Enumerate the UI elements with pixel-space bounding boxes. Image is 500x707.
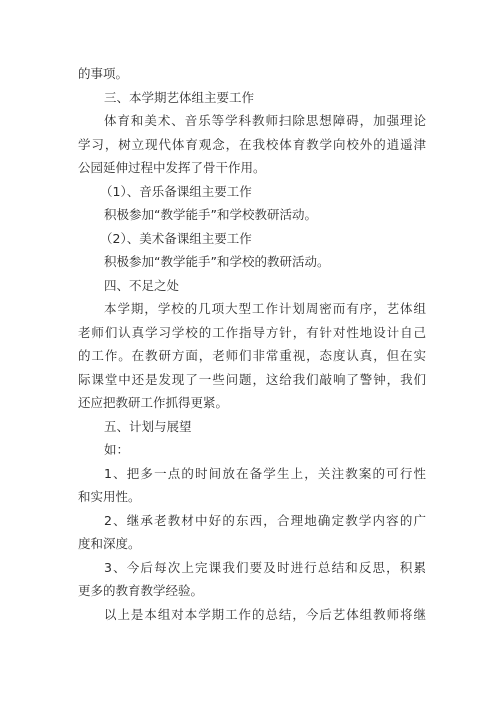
text-line: 的事项。 bbox=[78, 66, 129, 81]
paragraph-line: 积极参加“教学能手”和学校的教研活动。 bbox=[104, 254, 330, 269]
paragraph-line: 的工作。在教研方面，老师们非常重视，态度认真，但在实 bbox=[78, 348, 426, 363]
paragraph-line: 公园延伸过程中发挥了骨干作用。 bbox=[78, 160, 266, 175]
paragraph-line: 学习，树立现代体育观念，在我校体育教学向校外的逍遥津 bbox=[78, 136, 426, 152]
paragraph-line: 际课堂中还是发现了一些问题，这给我们敲响了警钟，我们 bbox=[78, 371, 426, 387]
list-item-line: 1、把多一点的时间放在备学生上，关注教案的可行性 bbox=[104, 465, 426, 481]
paragraph-line: 积极参加“教学能手”和学校教研活动。 bbox=[104, 207, 317, 222]
subsection-heading: （1）、音乐备课组主要工作 bbox=[100, 183, 252, 199]
paragraph-line: 如： bbox=[104, 442, 130, 457]
section-heading: 四、不足之处 bbox=[104, 277, 180, 293]
list-item-line: 度和深度。 bbox=[78, 536, 141, 551]
list-item-line: 更多的教育教学经验。 bbox=[78, 583, 204, 598]
section-heading: 五、计划与展望 bbox=[104, 418, 192, 434]
paragraph-line: 体育和美术、音乐等学科教师扫除思想障碍，加强理论 bbox=[104, 113, 426, 128]
list-item-line: 3、今后每次上完课我们要及时进行总结和反思，积累 bbox=[104, 559, 426, 575]
list-item-line: 和实用性。 bbox=[78, 489, 141, 504]
paragraph-line: 老师们认真学习学校的工作指导方针，有针对性地设计自己 bbox=[78, 324, 426, 340]
subsection-heading: （2）、美术备课组主要工作 bbox=[100, 230, 252, 246]
paragraph-line: 本学期，学校的几项大型工作计划周密而有序，艺体组 bbox=[104, 301, 426, 316]
paragraph-line: 以上是本组对本学期工作的总结，今后艺体组教师将继 bbox=[104, 606, 426, 622]
paragraph-line: 还应把教研工作抓得更紧。 bbox=[78, 395, 229, 410]
section-heading: 三、本学期艺体组主要工作 bbox=[104, 89, 255, 105]
document-body bbox=[78, 62, 426, 626]
list-item-line: 2、继承老教材中好的东西，合理地确定教学内容的广 bbox=[104, 512, 426, 528]
